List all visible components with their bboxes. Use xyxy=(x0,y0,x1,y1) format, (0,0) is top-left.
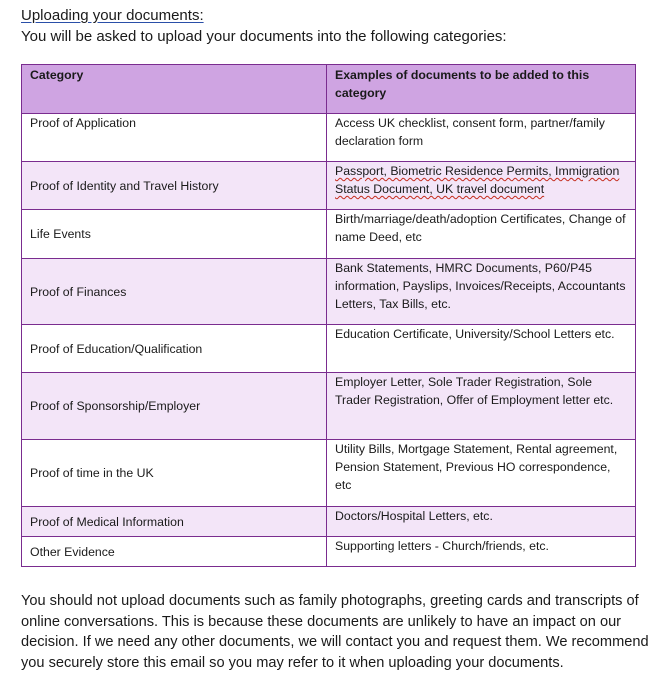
table-row xyxy=(22,162,636,210)
category-cell: Proof of Sponsorship/Employer xyxy=(22,373,327,440)
examples-cell: Utility Bills, Mortgage Statement, Rental agreement, Pension Statement, Previous HO correspondence, etc xyxy=(327,440,636,507)
category-cell: Life Events xyxy=(22,210,327,259)
category-cell: Proof of Application xyxy=(22,114,327,162)
header-category: Category xyxy=(22,65,327,114)
table-row xyxy=(22,537,636,567)
examples-cell: Employer Letter, Sole Trader Registration, Sole Trader Registration, Offer of Employment letter etc. xyxy=(327,373,636,440)
table-row xyxy=(22,259,636,325)
intro-text: You will be asked to upload your documents into the following categories: xyxy=(21,28,507,45)
examples-cell: Birth/marriage/death/adoption Certificates, Change of name Deed, etc xyxy=(327,210,636,259)
examples-cell: Supporting letters - Church/friends, etc. xyxy=(327,537,636,567)
examples-cell xyxy=(327,162,636,210)
category-cell: Proof of Identity and Travel History xyxy=(22,162,327,210)
examples-cell: Doctors/Hospital Letters, etc. xyxy=(327,507,636,537)
table-header-row xyxy=(22,65,636,114)
page-heading xyxy=(21,6,204,26)
document-categories-table xyxy=(21,64,636,567)
category-cell: Proof of Education/Qualification xyxy=(22,325,327,373)
footer-paragraph: You should not upload documents such as family photographs, greeting cards and transcripts of online conversations. This is because these documents are unlikely to have an impact on our decision. If we need any other documents, we will contact you and request them. We recommend you securely store this email so you may refer to it when uploading your documents. xyxy=(21,593,649,672)
table-row xyxy=(22,325,636,373)
examples-cell: Education Certificate, University/School Letters etc. xyxy=(327,325,636,373)
examples-text: Passport, Biometric Residence Permits, Immigration Status Document, UK travel document xyxy=(335,164,620,196)
header-examples: Examples of documents to be added to this category xyxy=(327,65,636,114)
heading-text: Uploading your documents: xyxy=(21,7,204,24)
category-cell: Proof of Medical Information xyxy=(22,507,327,537)
category-cell: Proof of Finances xyxy=(22,259,327,325)
table-row xyxy=(22,507,636,537)
table-row xyxy=(22,210,636,259)
examples-cell: Bank Statements, HMRC Documents, P60/P45 information, Payslips, Invoices/Receipts, Accountants Letters, Tax Bills, etc. xyxy=(327,259,636,325)
table-row xyxy=(22,373,636,440)
table-row xyxy=(22,114,636,162)
table-row xyxy=(22,440,636,507)
examples-cell: Access UK checklist, consent form, partner/family declaration form xyxy=(327,114,636,162)
category-cell: Proof of time in the UK xyxy=(22,440,327,507)
category-cell: Other Evidence xyxy=(22,537,327,567)
